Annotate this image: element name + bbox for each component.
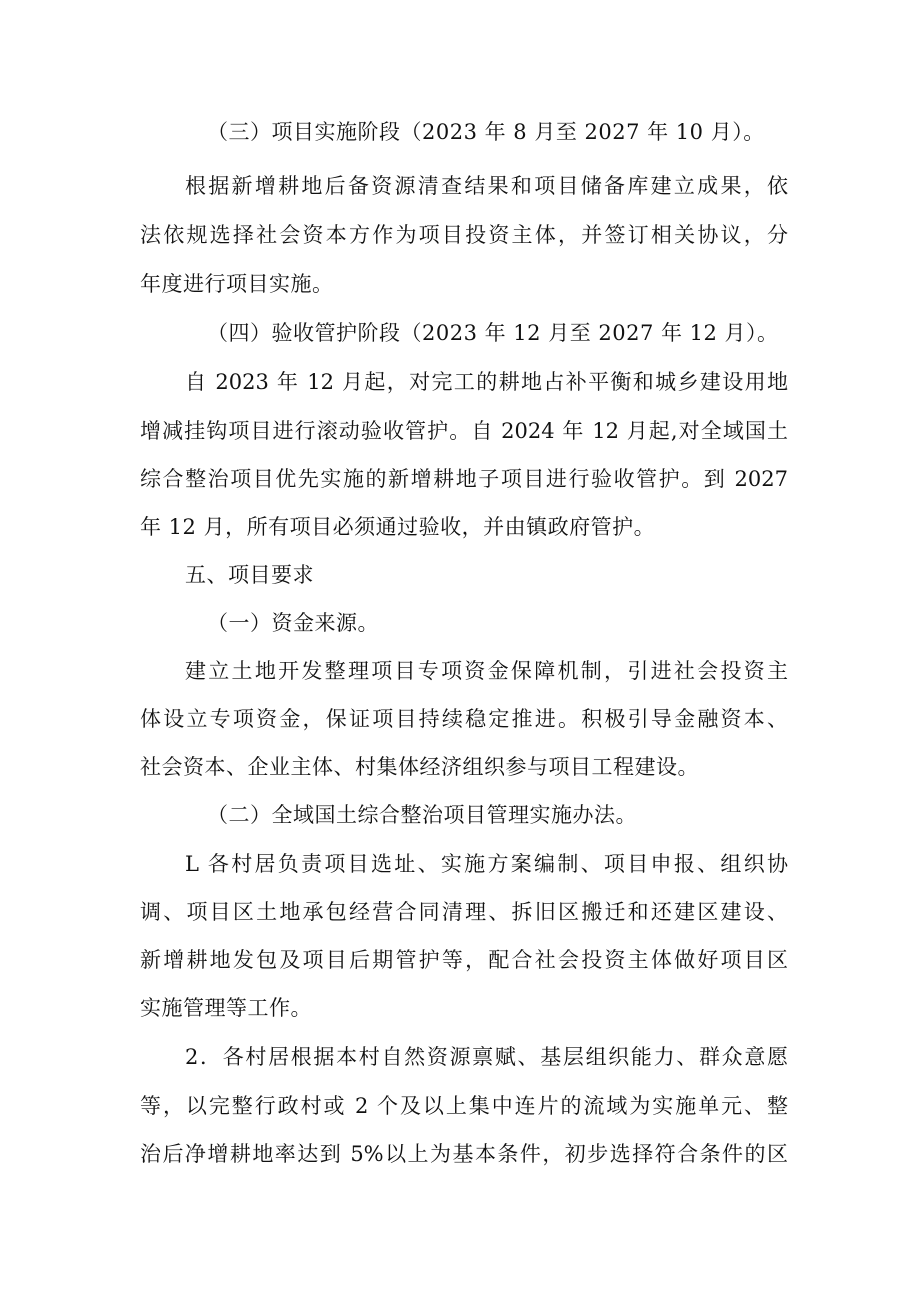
paragraph-line: 2．各村居根据本村自然资源禀赋、基层组织能力、群众意愿 [185, 1045, 788, 1069]
paragraph-line: 调、项目区土地承包经营合同清理、拆旧区搬迁和还建区建设、 [140, 900, 788, 924]
paragraph-line: 等，以完整行政村或 2 个及以上集中连片的流域为实施单元、整 [140, 1094, 788, 1118]
paragraph-line: 年度进行项目实施。 [140, 272, 334, 296]
paragraph-line: 社会资本、企业主体、村集体经济组织参与项目工程建设。 [140, 755, 699, 779]
paragraph-line: 增减挂钩项目进行滚动验收管护。自 2024 年 12 月起,对全域国土 [140, 419, 788, 443]
paragraph-line: 实施管理等工作。 [140, 996, 312, 1020]
paragraph-line: 体设立专项资金，保证项目持续稳定推进。积极引导金融资本、 [140, 707, 788, 731]
paragraph-line: 新增耕地发包及项目后期管护等，配合社会投资主体做好项目区 [140, 948, 788, 972]
chapter-heading-5: 五、项目要求 [185, 563, 314, 587]
paragraph-line: 根据新增耕地后备资源清查结果和项目储备库建立成果，依 [185, 174, 788, 198]
section-heading-3: （三）项目实施阶段（2023 年 8 月至 2027 年 10 月）。 [207, 120, 765, 144]
paragraph-line: 治后净增耕地率达到 5%以上为基本条件，初步选择符合条件的区 [140, 1142, 788, 1166]
paragraph-line: 建立土地开发整理项目专项资金保障机制，引进社会投资主 [185, 659, 788, 683]
paragraph-line: 综合整治项目优先实施的新增耕地子项目进行验收管护。到 2027 [140, 467, 788, 491]
section-heading-2: （二）全域国土综合整治项目管理实施办法。 [207, 803, 637, 827]
paragraph-line: 自 2023 年 12 月起，对完工的耕地占补平衡和城乡建设用地 [185, 370, 788, 394]
paragraph-line: 年 12 月，所有项目必须通过验收，并由镇政府管护。 [140, 515, 656, 539]
paragraph-line: 法依规选择社会资本方作为项目投资主体，并签订相关协议，分 [140, 223, 788, 247]
section-heading-4: （四）验收管护阶段（2023 年 12 月至 2027 年 12 月）。 [207, 321, 779, 345]
paragraph-line: L 各村居负责项目选址、实施方案编制、项目申报、组织协 [185, 852, 788, 876]
section-heading-1: （一）资金来源。 [207, 611, 379, 635]
